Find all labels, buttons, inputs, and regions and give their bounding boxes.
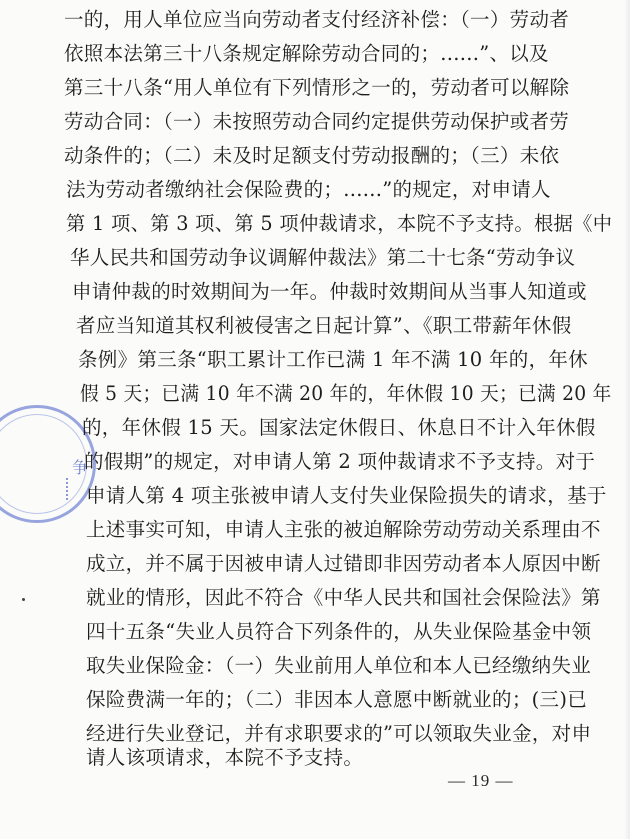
text-line: 上述事实可知，申请人主张的被迫解除劳动劳动关系理由不: [86, 518, 601, 541]
text-line: 第三十八条“用人单位有下列情形之一的，劳动者可以解除: [64, 76, 570, 99]
text-line: 华人民共和国劳动争议调解仲裁法》第二十七条“劳动争议: [70, 246, 576, 269]
text-line: 的，年休假 15 天。国家法定休假日、休息日不计入年休假: [82, 416, 596, 439]
seal-character: 争: [72, 458, 89, 477]
text-line: 者应当知道其权利被侵害之日起计算”、《职工带薪年休假: [76, 314, 572, 337]
text-line: 劳动合同：（一）未按照劳动合同约定提供劳动保护或者劳: [64, 110, 570, 133]
text-line: 就业的情形，因此不符合《中华人民共和国社会保险法》第: [86, 586, 601, 609]
text-line: 成立，并不属于因被申请人过错即非因劳动者本人原因中断: [86, 552, 601, 575]
text-line: 的假期”的规定，对申请人第 2 项仲裁请求不予支持。对于: [84, 450, 596, 473]
page-number: — 19 —: [448, 771, 514, 790]
text-line: 四十五条“失业人员符合下列条件的，从失业保险基金中领: [86, 620, 592, 643]
scan-speck: [22, 598, 25, 601]
text-line: 取失业保险金：（一）失业前用人单位和本人已经缴纳失业: [86, 654, 592, 677]
text-line: 请人该项请求，本院不予支持。: [86, 746, 364, 769]
text-line: 一的，用人单位应当向劳动者支付经济补偿：（一）劳动者: [64, 8, 570, 31]
text-line: 经进行失业登记，并有求职要求的”可以领取失业金，对申: [86, 722, 592, 745]
text-line: 法为劳动者缴纳社会保险费的；......”的规定，对申请人: [66, 178, 551, 201]
text-line: 申请仲裁的时效期间为一年。仲裁时效期间从当事人知道或: [72, 280, 587, 303]
text-line: 申请人第 4 项主张被申请人支付失业保险损失的请求，基于: [86, 484, 607, 507]
text-line: 动条件的；（二）未及时足额支付劳动报酬的；（三）未依: [64, 144, 560, 167]
text-line: 第 1 项、第 3 项、第 5 项仲裁请求，本院不予支持。根据《中: [66, 212, 613, 235]
text-line: 依照本法第三十八条规定解除劳动合同的；......”、以及: [64, 42, 549, 65]
text-line: 条例》第三条“职工累计工作已满 1 年不满 10 年的，年休: [78, 348, 588, 371]
text-line: 假 5 天；已满 10 年不满 20 年的，年休假 10 天；已满 20 年: [80, 382, 612, 405]
page-edge-shadow: [624, 0, 630, 839]
text-line: 保险费满一年的；（二）非因本人意愿中断就业的；(三)已: [86, 688, 588, 711]
